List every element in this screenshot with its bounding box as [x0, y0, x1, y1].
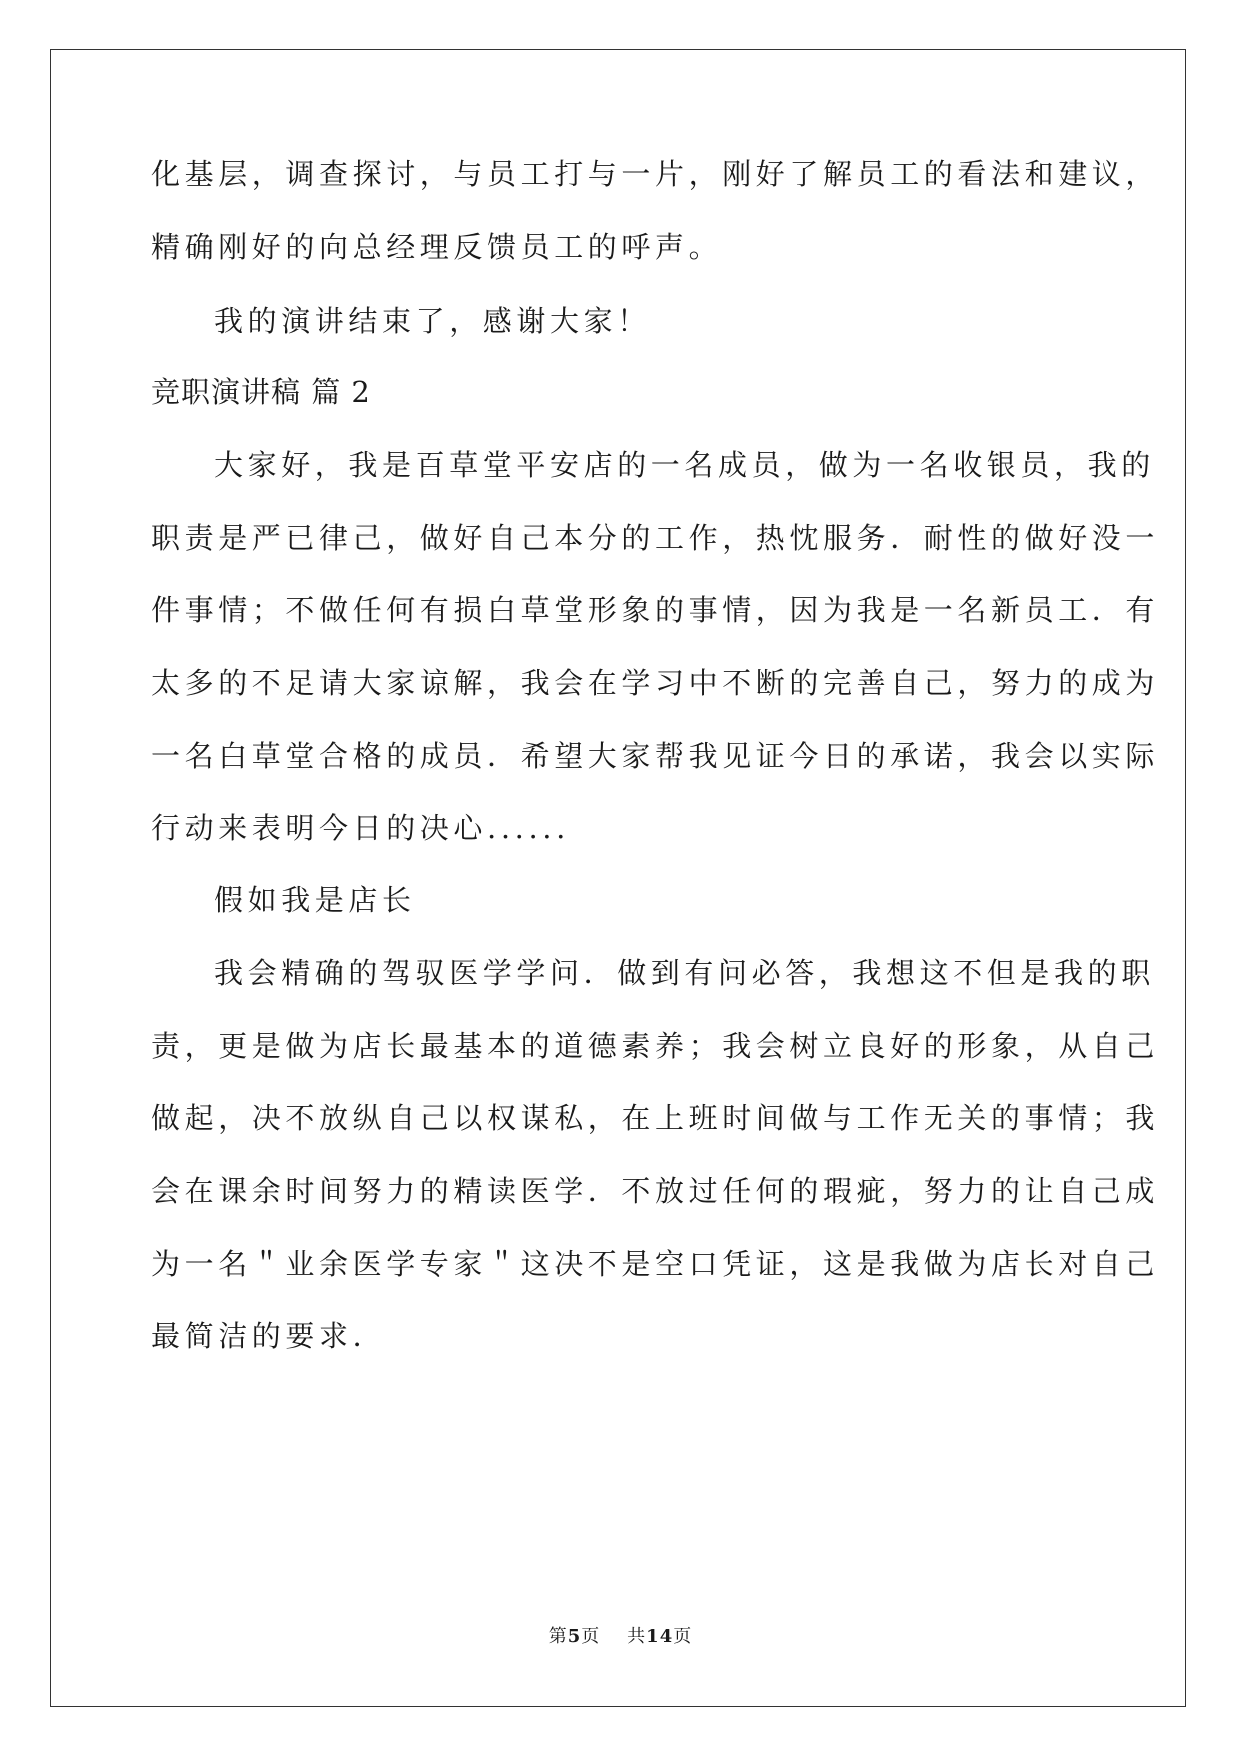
paragraph-line: 责，更是做为店长最基本的道德素养；我会树立良好的形象，从自己: [151, 1029, 1160, 1063]
paragraph-line: 为一名＂业余医学专家＂这决不是空口凭证，这是我做为店长对自己: [151, 1247, 1160, 1281]
paragraph-line: 大家好，我是百草堂平安店的一名成员，做为一名收银员，我的: [214, 448, 1155, 482]
section-heading: 竞职演讲稿 篇 2: [151, 375, 371, 409]
paragraph-line: 最简洁的要求．: [151, 1319, 387, 1353]
paragraph-line: 件事情；不做任何有损白草堂形象的事情，因为我是一名新员工．有: [151, 593, 1160, 627]
paragraph-line: 我会精确的驾驭医学学问．做到有问必答，我想这不但是我的职: [214, 956, 1155, 990]
paragraph-line: 化基层，调查探讨，与员工打与一片，刚好了解员工的看法和建议，: [151, 157, 1160, 191]
paragraph-line: 行动来表明今日的决心......: [151, 811, 570, 845]
paragraph-line: 我的演讲结束了，感谢大家！: [214, 304, 651, 338]
current-page-number: 5: [567, 1626, 582, 1647]
footer-suffix: 页: [673, 1626, 693, 1647]
paragraph-line: 职责是严已律己，做好自己本分的工作，热忱服务．耐性的做好没一: [151, 521, 1160, 555]
paragraph-line: 精确刚好的向总经理反馈员工的呼声。: [151, 230, 723, 264]
footer-prefix: 第: [548, 1626, 568, 1647]
paragraph-line: 会在课余时间努力的精读医学．不放过任何的瑕疵，努力的让自己成: [151, 1174, 1160, 1208]
subheading-line: 假如我是店长: [214, 883, 416, 917]
paragraph-line: 做起，决不放纵自己以权谋私，在上班时间做与工作无关的事情；我: [151, 1101, 1160, 1135]
paragraph-line: 一名白草堂合格的成员．希望大家帮我见证今日的承诺，我会以实际: [151, 739, 1160, 773]
page-border: [50, 49, 1186, 1707]
footer-total-prefix: 共: [627, 1626, 647, 1647]
page-footer: [0, 1625, 1241, 1649]
total-pages-number: 14: [646, 1626, 674, 1647]
footer-page-word: 页: [581, 1626, 601, 1647]
paragraph-line: 太多的不足请大家谅解，我会在学习中不断的完善自己，努力的成为: [151, 666, 1160, 700]
